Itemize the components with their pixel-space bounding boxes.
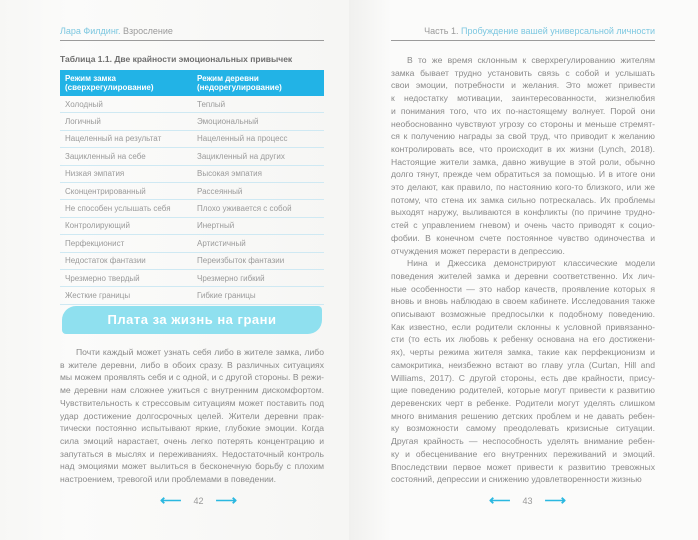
text-line: Нина и Джессика демонстрируют классические модели (407, 258, 655, 269)
text-line: отчуждения может перерасти в депрессию. (391, 245, 565, 256)
castle-cell: Не способен услышать себя (65, 204, 171, 214)
page-nav-right (489, 492, 567, 509)
text-line: Чувствительность к стрессовым ситуациям может поставить под (60, 397, 324, 408)
table-row (60, 113, 324, 130)
village-cell: Рассеянный (197, 186, 243, 196)
paragraph (391, 257, 655, 486)
text-line: Впоследствии первое может привести к развитию тревожных (391, 461, 655, 472)
village-cell: Чрезмерно гибкий (197, 273, 265, 283)
text-line: над эмоциями может вылиться в бесконечную борьбу с плохим (60, 461, 324, 472)
column-header-village: Режим деревни (недорегулирование) (197, 74, 282, 92)
section-title: Плата за жизнь на грани (62, 306, 322, 334)
text-line: к недостатку мотивации, заинтересованности, жизнелюбия (391, 93, 655, 104)
text-line: самокритика, неизбежно встают во главу угла (Curtan, Hill and (391, 359, 655, 370)
text-line: Другая крайность — неспособность уделять внимание ребен- (391, 436, 655, 447)
text-line: сти (то есть их любовь к ребенку основана на его достижени- (391, 334, 655, 345)
text-line: сила эмоций нарастает, очень легко потерять концентрацию и (60, 435, 324, 446)
text-line: Williams, 2017). С другой стороны, есть две крайности, прису- (391, 372, 655, 383)
book-title: Взросление (123, 26, 173, 36)
text-line: ях), черты режима жителя замка, такие как перфекционизм и (391, 347, 655, 358)
text-line: ку и обесценивание его внутренних переживаний и эмоций. (391, 448, 655, 459)
author-name: Лара Филдинг (60, 26, 118, 36)
part-title: Пробуждение вашей универсальной личности (461, 26, 655, 36)
text-line: ные особенности — это набор качеств, проявление которых я (391, 283, 655, 294)
village-cell: Переизбыток фантазии (197, 256, 285, 266)
text-line: щие поведению родителей, которые могут привести к развитию (391, 385, 655, 396)
table-row (60, 235, 324, 252)
text-line: Настоящие жители замка, давно живущие в этой роли, обычно (391, 156, 655, 167)
header-rule (60, 40, 324, 41)
table-row (60, 253, 324, 270)
castle-cell: Низкая эмпатия (65, 169, 125, 179)
text-line: необоснованно чувствуют угрозу со стороны и меньше стремят- (391, 118, 655, 129)
text-line: стей с управлением гневом) и очень часто приводят к социо- (391, 220, 655, 231)
table-row (60, 218, 324, 235)
text-line: выходят наружу, выливаются в конфликты (по причине трудно- (391, 207, 655, 218)
text-line: настроением, тревогой или проблемами в поведении. (60, 474, 277, 485)
paragraph (391, 54, 655, 257)
table-row (60, 287, 324, 304)
table-row (60, 183, 324, 200)
text-line: деревенских черт в ребенке. Родители могут уделять слишком (391, 397, 655, 408)
castle-cell: Перфекционист (65, 238, 125, 248)
castle-cell: Зацикленный на себе (65, 151, 146, 161)
arrow-right-icon[interactable]: ⟶ (544, 492, 567, 509)
running-head-left (60, 26, 173, 36)
text-line: ся к получению награды за свой труд, что приводит к желанию (391, 131, 655, 142)
table-row (60, 166, 324, 183)
habits-table (60, 70, 324, 305)
text-line: удар достижение долгосрочных целей. Жители деревни прак- (60, 410, 324, 421)
text-line: в жителе деревни, либо в обоих сразу. В различных ситуациях (60, 359, 324, 370)
text-line: это делают, как правило, по настоянию кого-то близкого, или же (391, 182, 655, 193)
page-number: 43 (522, 496, 533, 506)
left-paragraph (60, 346, 324, 486)
text-line: описывают возможные предпосылки к подобному поведению. (391, 309, 655, 320)
village-cell: Артистичный (197, 238, 246, 248)
text-line: В то же время склонным к сверхрегулированию жителям (407, 55, 655, 65)
table-row (60, 131, 324, 148)
village-cell: Нацеленный на процесс (197, 134, 288, 144)
table-row (60, 270, 324, 287)
castle-cell: Чрезмерно твердый (65, 273, 140, 283)
castle-cell: Сконцентрированный (65, 186, 146, 196)
text-line: тически постоянно испытывают яркие, глубокие эмоции. Когда (60, 423, 324, 434)
text-line: контролировать все, что происходит в их жизни (Lynch, 2018). (391, 143, 655, 154)
village-cell: Гибкие границы (197, 290, 256, 300)
text-line: и понимания того, что их по-настоящему волнует. Порой они (391, 105, 655, 116)
text-line: долго тянут, прежде чем обратиться за помощью. И в итоге они (391, 169, 655, 180)
separator: . (117, 26, 121, 36)
table-row (60, 96, 324, 113)
village-cell: Плохо уживается с собой (197, 204, 292, 214)
castle-cell: Нацеленный на результат (65, 134, 162, 144)
text-line: мы можем проявлять себя и с одной, и с другой стороны. В режи- (60, 372, 324, 383)
text-line: вновь и вновь наблюдаю в своем кабинете. Исследования также (391, 296, 655, 307)
header-rule (391, 40, 655, 41)
page-nav-left (160, 492, 238, 509)
text-line: свои эмоции, потребности и желания. Это может привести (391, 80, 655, 91)
right-page (349, 0, 698, 540)
castle-cell: Недостаток фантазии (65, 256, 146, 266)
castle-cell: Холодный (65, 99, 103, 109)
running-head-right (424, 26, 655, 36)
arrow-left-icon[interactable]: ⟵ (489, 492, 511, 509)
table-row (60, 148, 324, 165)
village-cell: Инертный (197, 221, 235, 231)
village-cell: Зацикленный на других (197, 151, 285, 161)
table-row (60, 200, 324, 217)
text-line: запутаться в мыслях и переживаниях. Недостаточный контроль (60, 448, 324, 459)
part-label: Часть 1. (424, 26, 459, 36)
text-line: ку возможности самому преодолевать кризисные ситуации. (391, 423, 655, 434)
text-line: замка бывает трудно установить связь с собой и услышать (391, 67, 655, 78)
text-line: Почти каждый может узнать себя либо в жителе замка, либо (76, 347, 324, 357)
text-line: ме деревни нам сложнее ужиться с внутренним дискомфортом. (60, 385, 324, 396)
arrow-left-icon[interactable]: ⟵ (160, 492, 182, 509)
text-line: фобии. В конечном счете постоянное чувство одиночества и (391, 232, 655, 243)
page-number: 42 (193, 496, 204, 506)
arrow-right-icon[interactable]: ⟶ (215, 492, 238, 509)
castle-cell: Логичный (65, 117, 101, 127)
table-body (60, 96, 324, 305)
village-cell: Теплый (197, 99, 226, 109)
text-line: Как известно, если родители склонны к условной привязанно- (391, 321, 655, 332)
right-text (391, 54, 655, 486)
column-header-castle: Режим замка (сверхрегулирование) (65, 74, 154, 92)
village-cell: Эмоциональный (197, 117, 259, 127)
castle-cell: Жесткие границы (65, 290, 131, 300)
text-line: поведения жителей замка и деревни соответственно. Их лич- (391, 270, 655, 281)
table-header (60, 70, 324, 96)
castle-cell: Контролирующий (65, 221, 130, 231)
text-line: много внимания решению детских проблем и не давать ребен- (391, 410, 655, 421)
text-line: потому, что стена их замка сильно потрескалась. Их проблемы (391, 194, 655, 205)
text-line: состояний, депрессии и снижению удовлетворенности жизнью (391, 474, 642, 485)
table-caption: Таблица 1.1. Две крайности эмоциональных привычек (60, 54, 293, 64)
village-cell: Высокая эмпатия (197, 169, 262, 179)
